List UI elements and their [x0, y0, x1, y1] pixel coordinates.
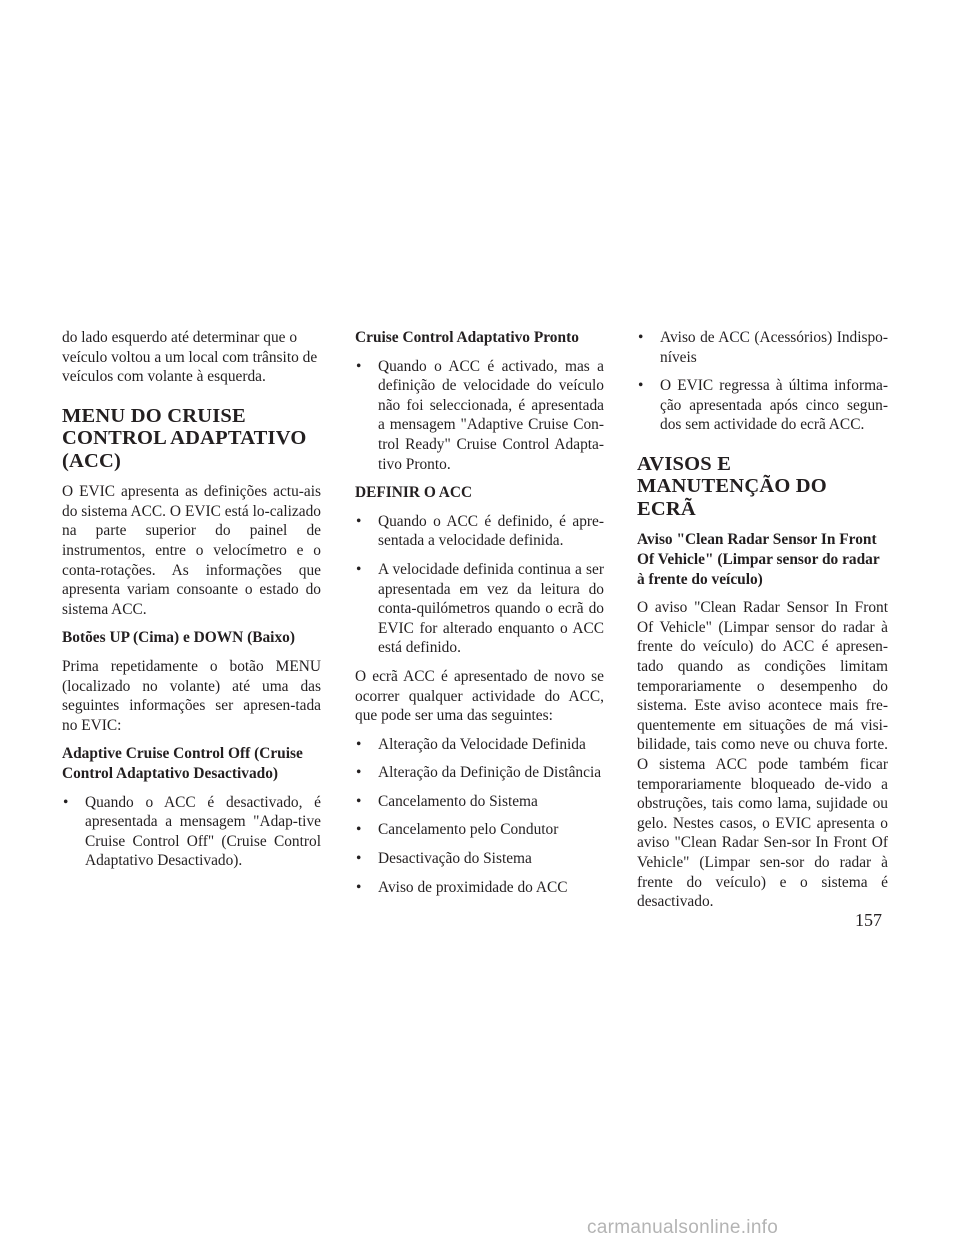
list-item: [62, 793, 321, 871]
list-item-text: Aviso de proximidade do ACC: [378, 878, 568, 896]
subheading-set-acc: DEFINIR O ACC: [355, 484, 473, 502]
acc-screen-paragraph: O ecrã ACC é apresentado de novo se ocorrer qualquer actividade do ACC, que pode ser uma das seguintes:: [355, 667, 604, 725]
list-item: [355, 560, 604, 658]
subheading-acc-off: Adaptive Cruise Control Off (Cruise Control Adaptativo Desactivado): [62, 745, 303, 782]
list-item-text: Desactivação do Sistema: [378, 850, 532, 868]
column-right: [637, 328, 888, 921]
bullet-icon: •: [356, 560, 362, 578]
column-left: [62, 328, 321, 880]
list-item-text: Quando o ACC é activado, mas a definição de velocidade do veículo não foi seleccionada, é apresentada a mensagem "Adaptive Cruise Con-trol Ready" Cruise Control Adapta-tivo Pronto.: [378, 357, 604, 473]
list-item: [637, 376, 888, 435]
list-item-text: Cancelamento do Sistema: [378, 792, 538, 810]
clean-radar-paragraph: O aviso "Clean Radar Sensor In Front Of Vehicle" (Limpar sensor do radar à frente do veículo) do ACC é apresen-tado quando as condições limitam temporariamente o desempenho do sistema. Este aviso acontece mais fre-quentemente em situações de má visi-bilidade, tais como neve ou chuva forte. O sistema ACC pode também ficar temporariamente bloqueado de-vido a obstruções, tais como lama, sujidade ou gelo. Nestes casos, o EVIC apresenta o aviso "Clean Radar Sen-sor In Front Of Vehicle" (Limpar sen-sor do radar à frente do veículo) e o sistema é desactivado.: [637, 599, 888, 911]
acc-off-list: [62, 793, 321, 871]
list-item: [355, 357, 604, 475]
list-item: [355, 820, 604, 840]
intro-paragraph: do lado esquerdo até determinar que o veículo voltou a um local com trânsito de veículos com volante à esquerda.: [62, 329, 318, 386]
set-acc-list: [355, 512, 604, 658]
column-middle: [355, 328, 604, 906]
bullet-icon: •: [356, 792, 362, 810]
list-item: [637, 328, 888, 367]
evic-description-paragraph: O EVIC apresenta as definições actu-ais do sistema ACC. O EVIC está lo-calizado na parte superior do painel de instrumentos, entre o velocímetro e o conta-rotações. As informações que apresenta variam consoante o estado do sistema ACC.: [62, 483, 321, 618]
list-item-text: A velocidade definida continua a ser apresentada em vez da leitura do conta-quilómetros quando o ecrã do EVIC for alterado enquanto o ACC está definido.: [378, 560, 604, 657]
list-item-text: Cancelamento pelo Condutor: [378, 821, 559, 839]
list-item: [355, 735, 604, 755]
list-item-text: Quando o ACC é definido, é apre-sentada a velocidade definida.: [378, 512, 604, 550]
bullet-icon: •: [356, 850, 362, 868]
list-item: [355, 512, 604, 551]
bullet-icon: •: [63, 793, 69, 811]
section-heading-acc-menu: MENU DO CRUISE CONTROL ADAPTATIVO (ACC): [62, 404, 307, 472]
bullet-icon: •: [356, 512, 362, 530]
bullet-icon: •: [356, 821, 362, 839]
list-item: [355, 878, 604, 898]
bullet-icon: •: [638, 377, 644, 395]
bullet-icon: •: [638, 329, 644, 346]
list-item-text: Alteração da Definição de Distância: [378, 764, 602, 782]
bullet-icon: •: [356, 764, 362, 782]
subheading-up-down-buttons: Botões UP (Cima) e DOWN (Baixo): [62, 629, 295, 647]
list-item: [355, 849, 604, 869]
page-number: 157: [855, 910, 882, 930]
list-item-text: Aviso de ACC (Acessórios) Indispo-níveis: [660, 329, 888, 366]
list-item: [355, 763, 604, 783]
menu-button-paragraph: Prima repetidamente o botão MENU (localizado no volante) até uma das seguintes informações ser apresen-tada no EVIC:: [62, 658, 321, 734]
acc-ready-list: [355, 357, 604, 475]
bullet-icon: •: [356, 735, 362, 753]
list-item: [355, 792, 604, 812]
section-heading-warnings: AVISOS E MANUTENÇÃO DO ECRÃ: [637, 452, 827, 520]
list-item-text: Quando o ACC é desactivado, é apresentada a mensagem "Adap-tive Cruise Control Off" (Cruise Control Adaptativo Desactivado).: [85, 793, 321, 870]
acc-activity-list-continued: [637, 328, 888, 435]
acc-activity-list: [355, 735, 604, 898]
subheading-acc-ready: Cruise Control Adaptativo Pronto: [355, 329, 579, 346]
bullet-icon: •: [356, 878, 362, 896]
watermark: carmanualsonline.info: [587, 1217, 779, 1238]
bullet-icon: •: [356, 357, 362, 375]
list-item-text: Alteração da Velocidade Definida: [378, 735, 586, 753]
list-item-text: O EVIC regressa à última informa-ção apresentada após cinco segun-dos sem actividade do ecrã ACC.: [660, 377, 888, 434]
subheading-clean-radar-warning: Aviso "Clean Radar Sensor In Front Of Vehicle" (Limpar sensor do radar à frente do veículo): [637, 531, 880, 588]
